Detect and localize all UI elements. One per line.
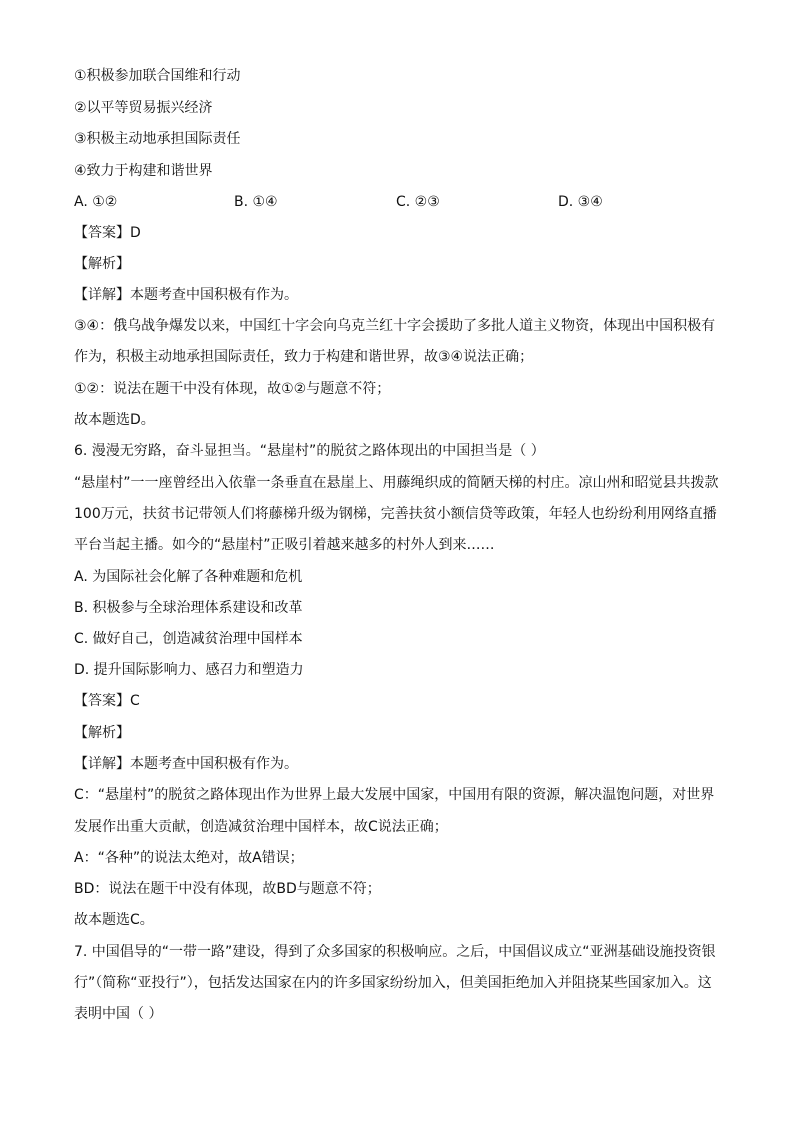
q5-conclusion: 故本题选D。 <box>74 412 155 428</box>
q7-stem-line-1: 7. 中国倡导的“一带一路”建设，得到了众多国家的积极响应。之后，中国倡议成立“亚洲基础设施投资银 <box>74 944 716 960</box>
q6-material-line-1: “悬崖村”一一座曾经出入依靠一条垂直在悬崖上、用藤绳织成的简陋天梯的村庄。凉山州和昭觉县共拨款 <box>74 475 719 491</box>
q6-material-line-3: 平台当起主播。如今的“悬崖村”正吸引着越来越多的村外人到来…… <box>74 537 495 553</box>
q5-item-1: ①积极参加联合国维和行动 <box>74 68 241 84</box>
q6-option-a: A. 为国际社会化解了各种难题和危机 <box>74 569 303 585</box>
q5-option-d: D. ③④ <box>558 194 603 210</box>
q6-option-d: D. 提升国际影响力、感召力和塑造力 <box>74 662 304 678</box>
q6-explanation-3: BD：说法在题干中没有体现，故BD与题意不符； <box>74 881 381 897</box>
q5-explanation-line-2: 作为，积极主动地承担国际责任，致力于构建和谐世界，故③④说法正确； <box>74 349 534 365</box>
q6-detail: 【详解】本题考查中国积极有作为。 <box>74 756 298 772</box>
q5-answer: 【答案】D <box>74 225 141 241</box>
q6-option-c: C. 做好自己，创造减贫治理中国样本 <box>74 631 303 647</box>
q6-stem: 6. 漫漫无穷路，奋斗显担当。“悬崖村”的脱贫之路体现出的中国担当是（ ） <box>74 443 545 459</box>
q6-analysis-label: 【解析】 <box>74 725 130 741</box>
q6-explanation-2: A：“各种”的说法太绝对，故A错误； <box>74 850 304 866</box>
q5-item-2: ②以平等贸易振兴经济 <box>74 100 213 116</box>
q5-analysis-label: 【解析】 <box>74 256 130 272</box>
q5-item-3: ③积极主动地承担国际责任 <box>74 131 241 147</box>
q5-item-4: ④致力于构建和谐世界 <box>74 163 213 179</box>
q7-stem-line-3: 表明中国（ ） <box>74 1006 163 1022</box>
q6-option-b: B. 积极参与全球治理体系建设和改革 <box>74 600 303 616</box>
q7-stem-line-2: 行”（简称“亚投行”），包括发达国家在内的许多国家纷纷加入，但美国拒绝加入并阻挠某些国家加入。这 <box>74 975 712 991</box>
q5-options <box>74 192 734 212</box>
q5-explanation-2: ①②：说法在题干中没有体现，故①②与题意不符； <box>74 381 391 397</box>
q6-explanation-line-2: 发展作出重大贡献，创造减贫治理中国样本，故C说法正确； <box>74 819 448 835</box>
q6-conclusion: 故本题选C。 <box>74 912 154 928</box>
q5-option-a: A. ①② <box>74 194 118 210</box>
q5-option-b: B. ①④ <box>234 194 278 210</box>
q5-explanation-line-1: ③④：俄乌战争爆发以来，中国红十字会向乌克兰红十字会援助了多批人道主义物资，体现出中国积极有 <box>74 318 716 334</box>
q5-detail: 【详解】本题考查中国积极有作为。 <box>74 287 298 303</box>
q5-option-c: C. ②③ <box>396 194 440 210</box>
q6-explanation-line-1: C：“悬崖村”的脱贫之路体现出作为世界上最大发展中国家，中国用有限的资源，解决温饱问题，对世界 <box>74 787 715 803</box>
q6-material-line-2: 100万元，扶贫书记带领人们将藤梯升级为钢梯，完善扶贫小额信贷等政策，年轻人也纷纷利用网络直播 <box>74 506 717 522</box>
q6-answer: 【答案】C <box>74 693 140 709</box>
